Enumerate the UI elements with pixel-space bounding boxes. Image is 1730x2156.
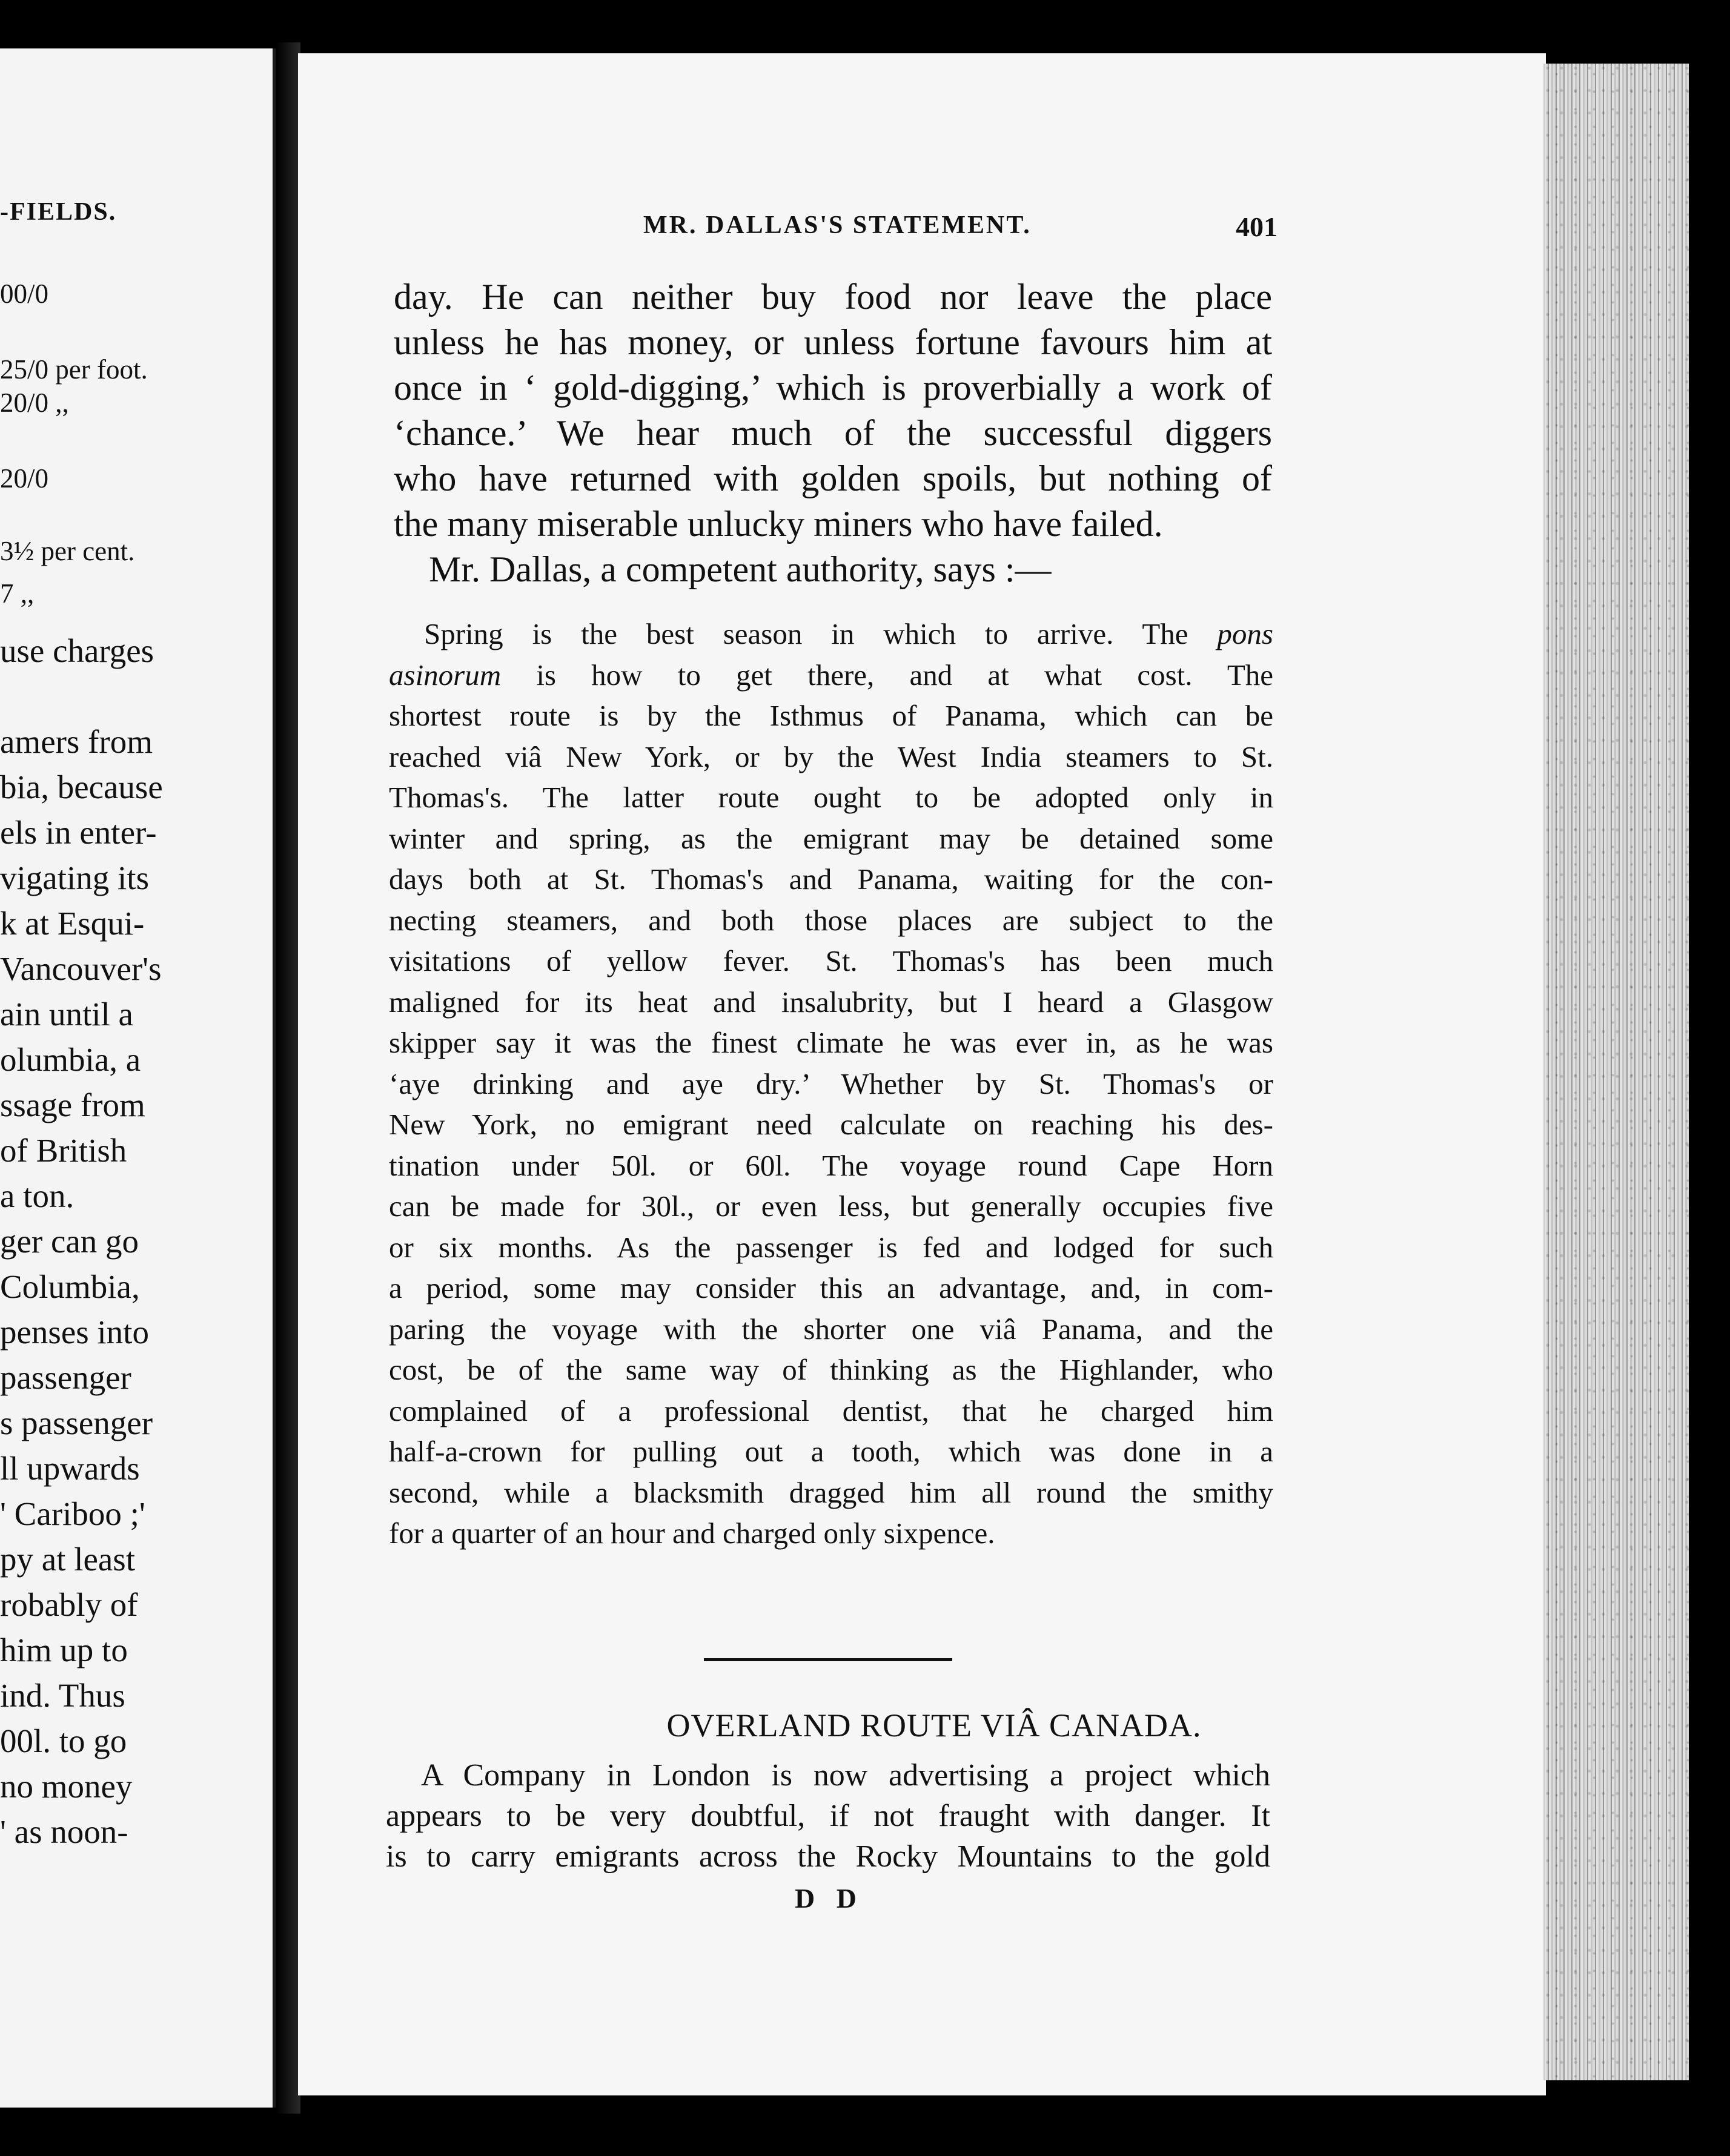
quote-line: [389, 900, 1273, 941]
facing-page-line: 7 ,,: [0, 578, 35, 609]
facing-page-line: ain until a: [0, 996, 133, 1033]
quote-text: New York, no emigrant need calculate on reaching his des-: [389, 1108, 1273, 1141]
quote-line: [389, 736, 1273, 778]
facing-page-line: py at least: [0, 1541, 135, 1578]
quote-line: [389, 1227, 1273, 1268]
quote-text: Thomas's. The latter route ought to be adopted only in: [389, 781, 1273, 814]
quote-line: [389, 1390, 1273, 1432]
facing-page-line: 20/0 ,,: [0, 388, 69, 418]
page-edges: [1543, 64, 1689, 2080]
italic-phrase: asinorum: [389, 658, 502, 692]
quote-text: for a quarter of an hour and charged only sixpence.: [389, 1516, 995, 1550]
quote-text: is how to get there, and at what cost. The: [501, 658, 1273, 692]
facing-page-line: use charges: [0, 632, 154, 669]
facing-page-line: k at Esqui-: [0, 905, 145, 942]
quote-line: [389, 818, 1273, 859]
facing-page-line: ' Cariboo ;': [0, 1495, 145, 1532]
facing-page-line: passenger: [0, 1359, 131, 1396]
quote-text: skipper say it was the finest climate he was ever in, as he was: [389, 1026, 1273, 1059]
quote-lead: [394, 547, 1272, 592]
facing-page-line: 3½ per cent.: [0, 536, 135, 566]
facing-page-line: penses into: [0, 1314, 149, 1351]
quote-text: can be made for 30l., or even less, but generally occupies five: [389, 1189, 1273, 1223]
quote-line: [389, 941, 1273, 982]
quote-line: [389, 655, 1273, 696]
facing-page-line: 25/0 per foot.: [0, 354, 148, 385]
quote-text: second, while a blacksmith dragged him all round the smithy: [389, 1475, 1273, 1509]
quote-lead-text: Mr. Dallas, a competent authority, says :—: [429, 549, 1052, 589]
quote-text: a period, some may consider this an advantage, and, in com-: [389, 1271, 1273, 1305]
quote-line: [389, 1186, 1273, 1227]
quote-text: maligned for its heat and insalubrity, but I heard a Glasgow: [389, 985, 1273, 1019]
quote-line: [389, 695, 1273, 736]
quote-text: winter and spring, as the emigrant may be detained some: [389, 821, 1273, 855]
text-line: A Company in London is now advertising a project which: [421, 1758, 1270, 1793]
facing-page-line: ll upwards: [0, 1450, 140, 1487]
quote-line: [389, 777, 1273, 818]
facing-page-line: Vancouver's: [0, 950, 162, 987]
signature-mark: D D: [795, 1883, 864, 1914]
facing-page-line: 00l. to go: [0, 1722, 127, 1759]
quote-text: ‘aye drinking and aye dry.’ Whether by St. Thomas's or: [389, 1066, 1273, 1100]
quote-text: reached viâ New York, or by the West India steamers to St.: [389, 739, 1273, 773]
quote-text: tination under 50l. or 60l. The voyage round Cape Horn: [389, 1148, 1273, 1182]
facing-page-line: s passenger: [0, 1404, 153, 1441]
facing-page-line: 20/0: [0, 463, 49, 494]
text-line: is to carry emigrants across the Rocky Mountains to the gold: [386, 1839, 1270, 1874]
facing-page-line: bia, because: [0, 769, 163, 805]
quote-text: Spring is the best season in which to arrive. The: [424, 617, 1218, 650]
text-line: day. He can neither buy food nor leave the place: [394, 277, 1272, 317]
quote-text: paring the voyage with the shorter one viâ Panama, and the: [389, 1312, 1273, 1346]
quote-text: necting steamers, and both those places are subject to the: [389, 903, 1273, 937]
facing-page-line: -FIELDS.: [0, 198, 117, 226]
section-paragraph: [386, 1755, 1270, 1877]
text-line: ‘chance.’ We hear much of the successful diggers: [394, 413, 1272, 453]
page-number: 401: [1236, 211, 1278, 242]
facing-page-line: ' as noon-: [0, 1813, 128, 1850]
text-line: once in ‘ gold-digging,’ which is proverbially a work of: [394, 368, 1272, 408]
quote-line: [389, 1268, 1273, 1309]
facing-page-line: robably of: [0, 1586, 138, 1623]
intro-paragraph: [394, 274, 1272, 547]
quote-text: complained of a professional dentist, that he charged him: [389, 1394, 1273, 1427]
quote-line: [389, 1309, 1273, 1350]
facing-page-line: olumbia, a: [0, 1041, 141, 1078]
facing-page-line: 00/0: [0, 279, 49, 309]
quote-line: [389, 1513, 1273, 1554]
quote-line: [389, 982, 1273, 1023]
block-quote: [389, 613, 1273, 1554]
quote-text: or six months. As the passenger is fed and lodged for such: [389, 1230, 1273, 1264]
facing-page-line: vigating its: [0, 859, 149, 896]
quote-line: [389, 1063, 1273, 1105]
quote-line: [389, 1022, 1273, 1063]
facing-page-line: els in enter-: [0, 814, 157, 851]
quote-line: [389, 859, 1273, 900]
facing-page-line: amers from: [0, 723, 153, 760]
quote-text: visitations of yellow fever. St. Thomas's has been much: [389, 944, 1273, 977]
quote-line: [389, 1349, 1273, 1390]
facing-page-line: of British: [0, 1132, 127, 1169]
quote-line: [389, 1104, 1273, 1145]
facing-page-line: Columbia,: [0, 1268, 140, 1305]
text-line: the many miserable unlucky miners who have failed.: [394, 504, 1163, 544]
section-rule: [704, 1658, 952, 1661]
text-line: appears to be very doubtful, if not fraught with danger. It: [386, 1799, 1270, 1833]
italic-phrase: pons: [1217, 617, 1273, 650]
facing-page-line: ger can go: [0, 1223, 139, 1260]
facing-page: [0, 48, 276, 2108]
facing-page-line: a ton.: [0, 1177, 75, 1214]
quote-line: [389, 1145, 1273, 1186]
quote-text: half-a-crown for pulling out a tooth, which was done in a: [389, 1435, 1273, 1468]
text-line: unless he has money, or unless fortune favours him at: [394, 322, 1272, 362]
quote-text: cost, be of the same way of thinking as the Highlander, who: [389, 1353, 1273, 1386]
facing-page-line: no money: [0, 1768, 133, 1805]
facing-page-line: ssage from: [0, 1086, 145, 1123]
book-page: [298, 53, 1546, 2095]
book-gutter: [276, 42, 300, 2114]
facing-page-line: ind. Thus: [0, 1677, 125, 1714]
facing-page-line: him up to: [0, 1632, 128, 1668]
quote-text: days both at St. Thomas's and Panama, waiting for the con-: [389, 862, 1273, 896]
text-line: who have returned with golden spoils, but nothing of: [394, 458, 1272, 498]
quote-line: [389, 1472, 1273, 1513]
running-head-title: MR. DALLAS'S STATEMENT.: [643, 211, 1032, 239]
quote-text: shortest route is by the Isthmus of Panama, which can be: [389, 699, 1273, 732]
quote-line: [389, 1431, 1273, 1472]
section-title: OVERLAND ROUTE VIÂ CANADA.: [666, 1707, 1202, 1744]
quote-line: [389, 613, 1273, 655]
